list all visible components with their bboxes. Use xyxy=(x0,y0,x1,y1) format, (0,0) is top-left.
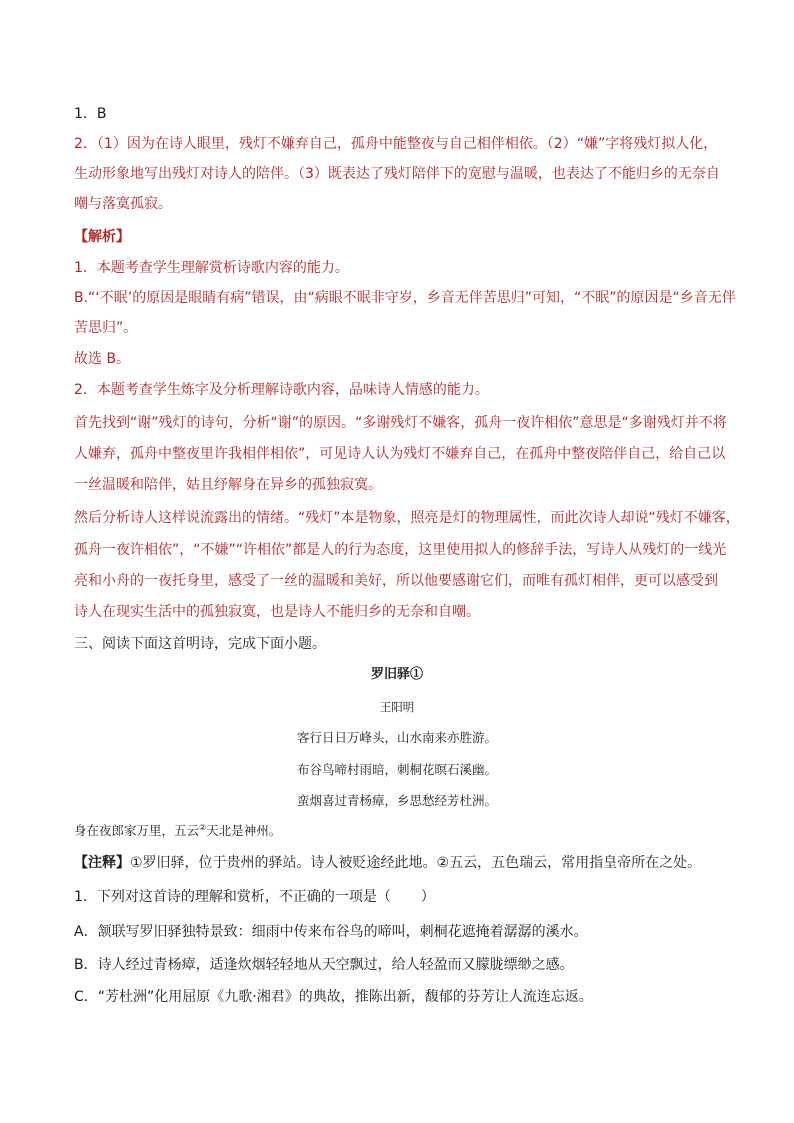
poem-line-4-part-1: 身在夜郎家万里，五云 xyxy=(74,823,200,838)
analysis-q2-para1-line-2: 人嫌弃，孤舟中整夜里许我相伴相依”，可见诗人认为残灯不嫌弃自己，在孤舟中整夜陪伴自己，给自己以 xyxy=(74,446,726,462)
analysis-q2-para2-line-3: 亮和小舟的一夜托身里，感受了一丝的温暖和美好，所以他要感谢它们，而唯有孤灯相伴，更可以感受到 xyxy=(74,573,718,589)
analysis-q2-para2-line-4: 诗人在现实生活中的孤独寂寞，也是诗人不能归乡的无奈和自嘲。 xyxy=(74,604,480,620)
question-1-stem xyxy=(74,887,724,907)
analysis-q1-line-1: B.“‘不眠’的原因是眼睛有病”错误，由“病眼不眠非守岁，乡音无伴苦思归”可知，“不眠”的原因是“乡音无伴 xyxy=(74,290,736,306)
poem-line-2: 布谷鸟啼村雨暗，刺桐花暝石溪幽。 xyxy=(296,762,497,777)
answer-2-line-1: 2．（1）因为在诗人眼里，残灯不嫌弃自己，孤舟中能整夜与自己相伴相依。（2）“嫌”字将残灯拟人化， xyxy=(74,136,718,152)
poem-title: 罗旧驿① xyxy=(370,667,423,682)
analysis-q1-line-2: 苦思归”。 xyxy=(74,320,138,336)
answer-1: 1．B xyxy=(74,106,107,122)
question-1-stem-close: ） xyxy=(420,889,435,905)
notes-label: 【注释】 xyxy=(74,855,130,871)
poem-line-4-part-2: 天北是神州。 xyxy=(206,823,282,838)
analysis-q2-para2-line-1: 然后分析诗人这样说流露出的情绪。“残灯”本是物象，照亮是灯的物理属性，而此次诗人却说“残灯不嫌客， xyxy=(74,510,740,526)
analysis-q2-para1-line-3: 一丝温暖和陪伴，姑且纾解身在异乡的孤独寂寞。 xyxy=(74,477,382,493)
analysis-heading: 【解析】 xyxy=(74,229,130,245)
poem-line-1: 客行日日万峰头，山水南来亦胜游。 xyxy=(296,730,497,745)
analysis-q2-intro: 2．本题考查学生炼字及分析理解诗歌内容，品味诗人情感的能力。 xyxy=(74,382,489,398)
analysis-q1-intro: 1．本题考查学生理解赏析诗歌内容的能力。 xyxy=(74,260,349,276)
notes xyxy=(74,853,724,873)
analysis-q1-conclusion: 故选 B。 xyxy=(74,351,131,367)
poem-line-4 xyxy=(74,821,724,841)
poem-author: 王阳明 xyxy=(379,700,415,714)
question-1-stem-text: 1．下列对这首诗的理解和赏析，不正确的一项是（ xyxy=(74,889,391,905)
section-3-heading: 三、阅读下面这首明诗，完成下面小题。 xyxy=(74,636,326,652)
analysis-q2-para1-line-1: 首先找到“谢”残灯的诗句，分析“谢”的原因。“多谢残灯不嫌客，孤舟一夜许相依”意思是“多谢残灯并不将 xyxy=(74,415,727,431)
footnote-marker-2: ② xyxy=(199,822,207,832)
option-b: B．诗人经过青杨瘴，适逢炊烟轻轻地从天空飘过，给人轻盈而又朦胧缥缈之感。 xyxy=(74,957,574,973)
analysis-q2-para2-line-2: 孤舟一夜许相依”，“不嫌”“许相依”都是人的行为态度，这里使用拟人的修辞手法，写诗人从残灯的一线光 xyxy=(74,542,727,558)
option-a: A．颔联写罗旧驿独特景致：细雨中传来布谷鸟的啼叫，刺桐花遮掩着潺潺的溪水。 xyxy=(74,924,588,940)
answer-2-line-3: 嘲与落寞孤寂。 xyxy=(74,196,172,212)
option-c: C．“芳杜洲”化用屈原《九歌·湘君》的典故，推陈出新，馥郁的芬芳让人流连忘返。 xyxy=(74,989,593,1005)
notes-text: ①罗旧驿，位于贵州的驿站。诗人被贬途经此地。②五云，五色瑞云，常用指皇帝所在之处。 xyxy=(130,855,702,871)
poem-line-3: 蛮烟喜过青杨瘴，乡思愁经芳杜洲。 xyxy=(296,793,497,808)
answer-2-line-2: 生动形象地写出残灯对诗人的陪伴。（3）既表达了残灯陪伴下的宽慰与温暖，也表达了不能归乡的无奈自 xyxy=(74,166,720,182)
